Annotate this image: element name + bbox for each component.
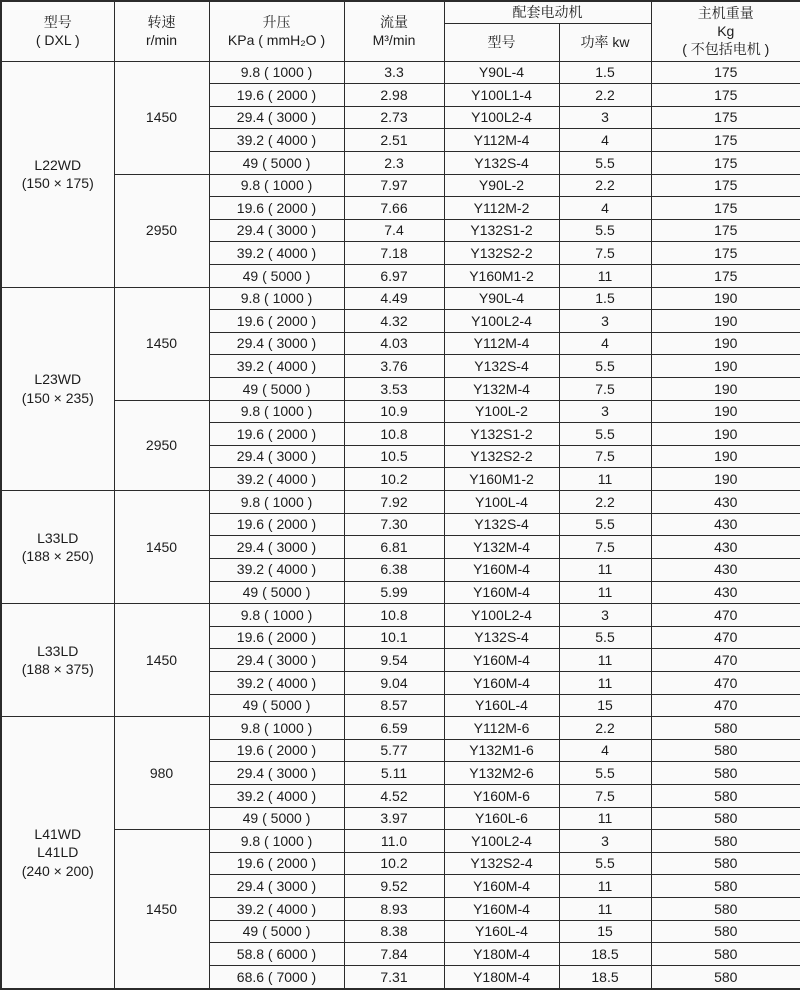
flow-cell: 3.97 [344,807,444,830]
motor-model-cell: Y132S2-2 [444,242,559,265]
pressure-cell: 9.8 ( 1000 ) [209,174,344,197]
motor-model-cell: Y132M2-6 [444,762,559,785]
motor-power-cell: 7.5 [559,242,651,265]
model-label: L33LD [37,642,79,659]
pressure-cell: 29.4 ( 3000 ) [209,762,344,785]
weight-cell: 470 [651,649,800,672]
motor-model-cell: Y160L-6 [444,807,559,830]
flow-cell: 7.97 [344,174,444,197]
model-label: L41WD [34,825,82,842]
weight-cell: 190 [651,378,800,401]
table-row [1,287,800,310]
weight-cell: 190 [651,468,800,491]
motor-power-cell: 7.5 [559,445,651,468]
model-label: (188 × 375) [21,661,94,678]
motor-power-cell: 7.5 [559,536,651,559]
pressure-cell: 9.8 ( 1000 ) [209,287,344,310]
model-label: (150 × 175) [21,175,94,192]
header-flow-col [344,1,444,61]
motor-model-cell: Y180M-4 [444,965,559,989]
speed-cell: 1450 [114,287,209,400]
pressure-cell: 9.8 ( 1000 ) [209,717,344,740]
table-row [1,830,800,853]
motor-power-cell: 11 [559,898,651,921]
motor-power-cell: 7.5 [559,785,651,808]
flow-cell: 4.32 [344,310,444,333]
model-label: L23WD [34,371,82,388]
pressure-cell: 39.2 ( 4000 ) [209,468,344,491]
flow-cell: 7.30 [344,513,444,536]
weight-cell: 580 [651,785,800,808]
weight-cell: 190 [651,287,800,310]
header-weight-line1: 主机重量 [697,4,754,21]
motor-power-cell: 2.2 [559,84,651,107]
motor-power-cell: 3 [559,604,651,627]
motor-model-cell: Y132S-4 [444,513,559,536]
model-cell [1,604,114,717]
motor-model-cell: Y90L-4 [444,287,559,310]
motor-model-cell: Y132S-4 [444,151,559,174]
motor-power-cell: 4 [559,332,651,355]
flow-cell: 3.53 [344,378,444,401]
weight-cell: 175 [651,174,800,197]
model-label: (240 × 200) [21,862,94,879]
model-label: L41LD [37,844,79,861]
pressure-cell: 29.4 ( 3000 ) [209,536,344,559]
pressure-cell: 49 ( 5000 ) [209,378,344,401]
motor-power-cell: 5.5 [559,151,651,174]
weight-cell: 580 [651,965,800,989]
flow-cell: 6.81 [344,536,444,559]
pressure-cell: 19.6 ( 2000 ) [209,310,344,333]
motor-model-cell: Y160M-4 [444,671,559,694]
pressure-cell: 39.2 ( 4000 ) [209,558,344,581]
motor-model-cell: Y100L2-4 [444,310,559,333]
table-row [1,717,800,740]
table-row [1,400,800,423]
motor-power-cell: 5.5 [559,852,651,875]
pressure-cell: 19.6 ( 2000 ) [209,197,344,220]
motor-model-cell: Y160L-4 [444,694,559,717]
pressure-cell: 29.4 ( 3000 ) [209,445,344,468]
flow-cell: 2.98 [344,84,444,107]
motor-power-cell: 11 [559,468,651,491]
model-cell [1,287,114,490]
motor-model-cell: Y160M1-2 [444,468,559,491]
pressure-cell: 49 ( 5000 ) [209,581,344,604]
weight-cell: 175 [651,106,800,129]
motor-model-cell: Y132S-4 [444,355,559,378]
flow-cell: 7.66 [344,197,444,220]
motor-model-cell: Y100L2-4 [444,830,559,853]
header-flow-line2: M³/min [372,32,416,49]
motor-model-cell: Y132S1-2 [444,423,559,446]
pressure-cell: 19.6 ( 2000 ) [209,423,344,446]
flow-cell: 5.77 [344,739,444,762]
motor-model-cell: Y132S2-2 [444,445,559,468]
weight-cell: 190 [651,400,800,423]
header-speed-col [114,1,209,61]
weight-cell: 580 [651,717,800,740]
table-row [1,604,800,627]
flow-cell: 7.92 [344,491,444,514]
motor-power-cell: 3 [559,106,651,129]
weight-cell: 190 [651,423,800,446]
pressure-cell: 9.8 ( 1000 ) [209,61,344,84]
motor-model-cell: Y90L-2 [444,174,559,197]
flow-cell: 3.3 [344,61,444,84]
motor-model-cell: Y132M-4 [444,536,559,559]
table-header [1,1,800,61]
motor-model-cell: Y160M-4 [444,875,559,898]
flow-cell: 10.2 [344,468,444,491]
table-row [1,491,800,514]
weight-cell: 580 [651,830,800,853]
table-row [1,174,800,197]
motor-model-cell: Y112M-2 [444,197,559,220]
motor-power-cell: 11 [559,671,651,694]
motor-model-cell: Y132S2-4 [444,852,559,875]
weight-cell: 580 [651,920,800,943]
motor-model-cell: Y160M-4 [444,581,559,604]
weight-cell: 190 [651,332,800,355]
flow-cell: 7.84 [344,943,444,966]
motor-model-cell: Y112M-4 [444,332,559,355]
motor-model-cell: Y132M1-6 [444,739,559,762]
model-label: (188 × 250) [21,548,94,565]
motor-power-cell: 18.5 [559,965,651,989]
flow-cell: 7.4 [344,219,444,242]
header-motor-group: 配套电动机 [444,1,651,23]
motor-power-cell: 3 [559,400,651,423]
weight-cell: 175 [651,219,800,242]
motor-power-cell: 11 [559,807,651,830]
weight-cell: 430 [651,491,800,514]
pressure-cell: 19.6 ( 2000 ) [209,626,344,649]
flow-cell: 2.3 [344,151,444,174]
header-pressure-col [209,1,344,61]
weight-cell: 175 [651,264,800,287]
weight-cell: 580 [651,898,800,921]
pressure-cell: 19.6 ( 2000 ) [209,852,344,875]
header-weight-line3: ( 不包括电机 ) [682,41,770,58]
weight-cell: 470 [651,671,800,694]
pressure-cell: 29.4 ( 3000 ) [209,332,344,355]
pressure-cell: 39.2 ( 4000 ) [209,898,344,921]
weight-cell: 175 [651,129,800,152]
header-model-line1: 型号 [43,13,72,30]
pressure-cell: 19.6 ( 2000 ) [209,513,344,536]
model-label: L33LD [37,529,79,546]
speed-cell: 1450 [114,604,209,717]
header-flow-line1: 流量 [380,13,408,30]
weight-cell: 580 [651,943,800,966]
flow-cell: 2.73 [344,106,444,129]
motor-power-cell: 7.5 [559,378,651,401]
motor-power-cell: 5.5 [559,423,651,446]
motor-model-cell: Y90L-4 [444,61,559,84]
weight-cell: 175 [651,151,800,174]
motor-power-cell: 1.5 [559,287,651,310]
weight-cell: 175 [651,242,800,265]
speed-cell: 1450 [114,61,209,174]
flow-cell: 10.9 [344,400,444,423]
pressure-cell: 39.2 ( 4000 ) [209,671,344,694]
flow-cell: 8.57 [344,694,444,717]
pressure-cell: 39.2 ( 4000 ) [209,242,344,265]
motor-power-cell: 11 [559,581,651,604]
motor-model-cell: Y132S1-2 [444,219,559,242]
motor-power-cell: 5.5 [559,762,651,785]
weight-cell: 580 [651,852,800,875]
flow-cell: 7.31 [344,965,444,989]
flow-cell: 10.2 [344,852,444,875]
weight-cell: 430 [651,536,800,559]
header-model-line2: ( DXL ) [35,32,80,49]
flow-cell: 9.52 [344,875,444,898]
model-label: (150 × 235) [21,389,94,406]
flow-cell: 9.54 [344,649,444,672]
model-cell [1,491,114,604]
motor-model-cell: Y160L-4 [444,920,559,943]
pressure-cell: 39.2 ( 4000 ) [209,785,344,808]
flow-cell: 7.18 [344,242,444,265]
motor-model-cell: Y132S-4 [444,626,559,649]
motor-model-cell: Y100L-2 [444,400,559,423]
pressure-cell: 49 ( 5000 ) [209,151,344,174]
flow-cell: 4.52 [344,785,444,808]
motor-model-cell: Y160M1-2 [444,264,559,287]
weight-cell: 470 [651,604,800,627]
weight-cell: 175 [651,197,800,220]
motor-power-cell: 11 [559,649,651,672]
table-body [1,61,800,989]
model-cell [1,61,114,287]
header-speed-line2: r/min [145,32,178,49]
motor-power-cell: 18.5 [559,943,651,966]
motor-power-cell: 5.5 [559,355,651,378]
motor-power-cell: 15 [559,694,651,717]
motor-power-cell: 5.5 [559,626,651,649]
pressure-cell: 49 ( 5000 ) [209,694,344,717]
weight-cell: 175 [651,61,800,84]
header-weight-line2: Kg [717,23,735,40]
pressure-cell: 39.2 ( 4000 ) [209,129,344,152]
flow-cell: 9.04 [344,671,444,694]
motor-model-cell: Y100L1-4 [444,84,559,107]
pressure-cell: 19.6 ( 2000 ) [209,739,344,762]
flow-cell: 5.99 [344,581,444,604]
header-motor-power: 功率 kw [559,23,651,61]
flow-cell: 10.5 [344,445,444,468]
motor-power-cell: 3 [559,310,651,333]
motor-power-cell: 2.2 [559,717,651,740]
motor-power-cell: 11 [559,558,651,581]
speed-cell: 2950 [114,174,209,287]
header-weight-col [651,1,800,61]
header-speed-line1: 转速 [147,13,176,30]
model-cell [1,717,114,989]
header-pressure-line1: 升压 [262,13,291,30]
header-row-top [1,1,800,23]
motor-power-cell: 2.2 [559,174,651,197]
pressure-cell: 49 ( 5000 ) [209,264,344,287]
header-pressure-line2: KPa ( mmH₂O ) [227,32,326,49]
flow-cell: 4.03 [344,332,444,355]
weight-cell: 580 [651,762,800,785]
weight-cell: 580 [651,739,800,762]
motor-model-cell: Y112M-4 [444,129,559,152]
pressure-cell: 29.4 ( 3000 ) [209,875,344,898]
speed-cell: 1450 [114,830,209,989]
motor-model-cell: Y160M-4 [444,898,559,921]
motor-power-cell: 5.5 [559,219,651,242]
motor-power-cell: 4 [559,129,651,152]
header-model-col [1,1,114,61]
flow-cell: 5.11 [344,762,444,785]
motor-model-cell: Y132M-4 [444,378,559,401]
pressure-cell: 9.8 ( 1000 ) [209,491,344,514]
header-motor-model: 型号 [444,23,559,61]
motor-power-cell: 3 [559,830,651,853]
speed-cell: 2950 [114,400,209,490]
weight-cell: 190 [651,445,800,468]
flow-cell: 4.49 [344,287,444,310]
flow-cell: 6.59 [344,717,444,740]
motor-model-cell: Y160M-4 [444,558,559,581]
motor-model-cell: Y160M-4 [444,649,559,672]
pressure-cell: 58.8 ( 6000 ) [209,943,344,966]
flow-cell: 10.1 [344,626,444,649]
motor-power-cell: 11 [559,264,651,287]
flow-cell: 3.76 [344,355,444,378]
pressure-cell: 29.4 ( 3000 ) [209,106,344,129]
pressure-cell: 39.2 ( 4000 ) [209,355,344,378]
weight-cell: 430 [651,558,800,581]
speed-cell: 980 [114,717,209,830]
motor-power-cell: 5.5 [559,513,651,536]
motor-model-cell: Y100L2-4 [444,106,559,129]
motor-model-cell: Y180M-4 [444,943,559,966]
weight-cell: 580 [651,875,800,898]
motor-model-cell: Y100L-4 [444,491,559,514]
weight-cell: 580 [651,807,800,830]
motor-model-cell: Y160M-6 [444,785,559,808]
weight-cell: 190 [651,355,800,378]
speed-cell: 1450 [114,491,209,604]
weight-cell: 470 [651,694,800,717]
flow-cell: 11.0 [344,830,444,853]
weight-cell: 190 [651,310,800,333]
pressure-cell: 9.8 ( 1000 ) [209,830,344,853]
pressure-cell: 29.4 ( 3000 ) [209,219,344,242]
motor-power-cell: 15 [559,920,651,943]
pressure-cell: 19.6 ( 2000 ) [209,84,344,107]
weight-cell: 470 [651,626,800,649]
pressure-cell: 49 ( 5000 ) [209,807,344,830]
flow-cell: 10.8 [344,604,444,627]
flow-cell: 8.38 [344,920,444,943]
motor-model-cell: Y100L2-4 [444,604,559,627]
flow-cell: 10.8 [344,423,444,446]
pressure-cell: 29.4 ( 3000 ) [209,649,344,672]
weight-cell: 430 [651,513,800,536]
weight-cell: 175 [651,84,800,107]
pressure-cell: 9.8 ( 1000 ) [209,400,344,423]
table-row [1,61,800,84]
flow-cell: 6.97 [344,264,444,287]
model-label: L22WD [34,156,82,173]
pressure-cell: 9.8 ( 1000 ) [209,604,344,627]
flow-cell: 2.51 [344,129,444,152]
motor-power-cell: 4 [559,197,651,220]
flow-cell: 8.93 [344,898,444,921]
motor-power-cell: 11 [559,875,651,898]
weight-cell: 430 [651,581,800,604]
motor-model-cell: Y112M-6 [444,717,559,740]
pressure-cell: 49 ( 5000 ) [209,920,344,943]
motor-power-cell: 2.2 [559,491,651,514]
motor-power-cell: 1.5 [559,61,651,84]
pressure-cell: 68.6 ( 7000 ) [209,965,344,989]
flow-cell: 6.38 [344,558,444,581]
motor-power-cell: 4 [559,739,651,762]
